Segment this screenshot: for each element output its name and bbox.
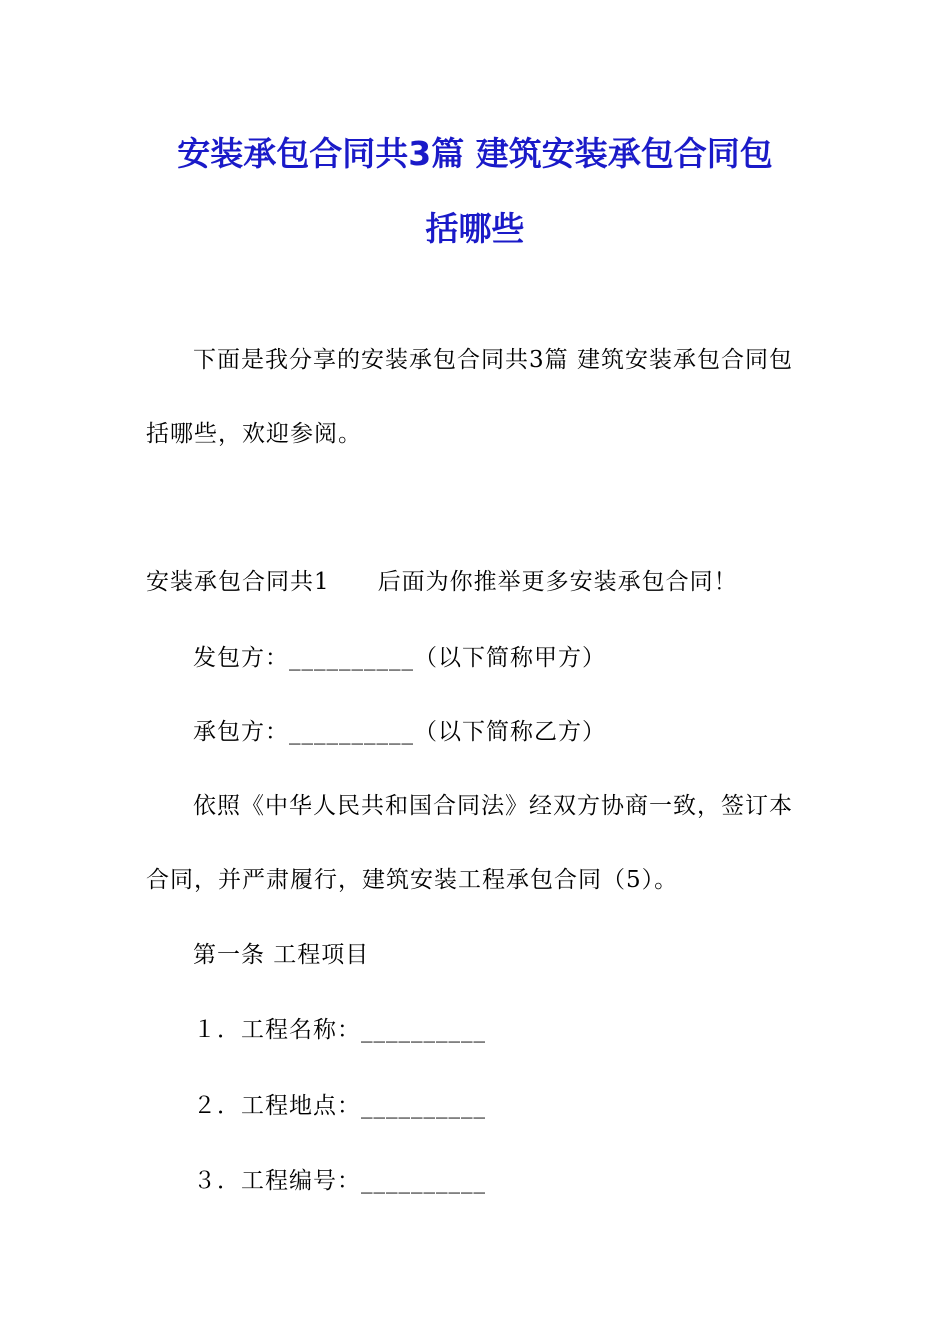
article-heading: 第一条 工程项目 — [193, 942, 370, 968]
basis-paragraph-line-2: 合同，并严肃履行，建筑安装工程承包合同（5）。 — [146, 867, 679, 893]
basis-paragraph-line-1: 依照《中华人民共和国合同法》经双方协商一致，签订本 — [193, 793, 793, 819]
list-item-project-number: ３．工程编号：__________ — [193, 1168, 486, 1194]
document-title-line-2: 括哪些 — [425, 209, 525, 248]
list-item-project-location: ２．工程地点：__________ — [193, 1093, 486, 1119]
list-item-project-name: １．工程名称：__________ — [193, 1017, 486, 1043]
section-heading: 安装承包合同共1 后面为你推举更多安装承包合同！ — [146, 569, 738, 595]
party-b-line: 承包方：__________（以下简称乙方） — [193, 719, 606, 745]
intro-paragraph-line-1: 下面是我分享的安装承包合同共3篇 建筑安装承包合同包 — [193, 347, 793, 373]
document-title-line-1: 安装承包合同共3篇 建筑安装承包合同包 — [177, 134, 773, 173]
intro-paragraph-line-2: 括哪些，欢迎参阅。 — [146, 421, 362, 447]
party-a-line: 发包方：__________（以下简称甲方） — [193, 645, 606, 671]
